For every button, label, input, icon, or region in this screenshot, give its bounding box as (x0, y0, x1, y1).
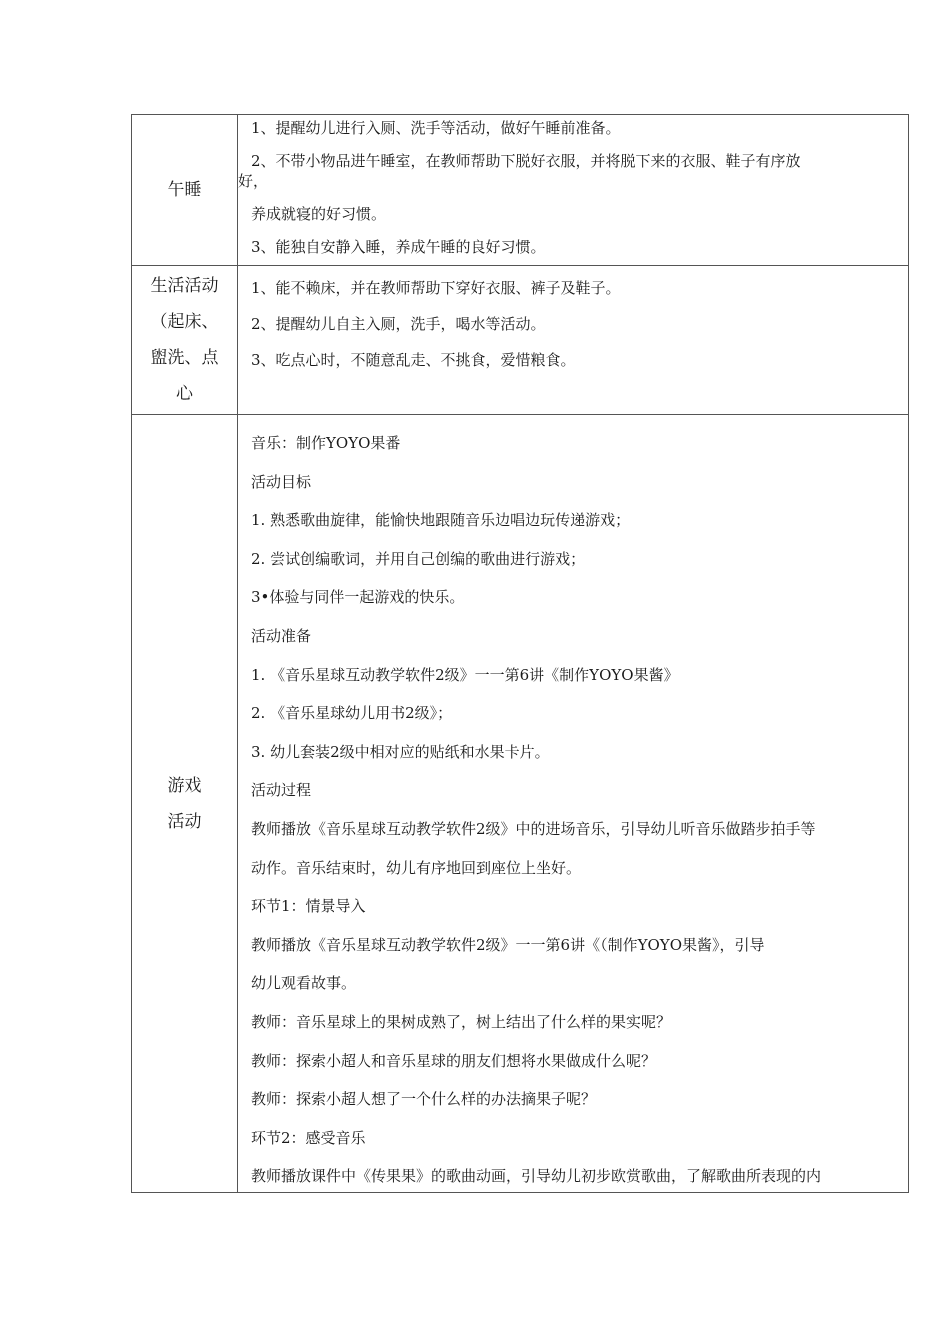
row-label-game (132, 415, 238, 1193)
label-line: 活动 (167, 811, 202, 832)
content-line: 活动准备 (251, 626, 312, 645)
content-line: 3. 幼儿套装2级中相对应的贴纸和水果卡片。 (251, 742, 550, 761)
content-line: 3、能独自安静入睡，养成午睡的良好习惯。 (251, 238, 546, 256)
content-line: 1、能不赖床，并在教师帮助下穿好衣服、裤子及鞋子。 (251, 279, 621, 297)
content-line: 教师播放《音乐星球互动教学软件2级》中的进场音乐，引导幼儿听音乐做踏步拍手等 (251, 819, 816, 838)
content-line: 1. 《音乐星球互动教学软件2级》一一第6讲《制作YOYO果酱》 (251, 665, 679, 684)
content-line: 养成就寝的好习惯。 (251, 205, 387, 223)
content-line: 动作。音乐结束时，幼儿有序地回到座位上坐好。 (251, 858, 582, 877)
content-line: 1. 熟悉歌曲旋律，能愉快地跟随音乐边唱边玩传递游戏； (251, 511, 631, 530)
content-line: 教师播放《音乐星球互动教学软件2级》一一第6讲《（制作YOYO果酱》，引导 (251, 935, 765, 954)
content-line: 环节1：情景导入 (251, 897, 366, 916)
row-content-nap (238, 115, 909, 266)
content-line: 2、不带小物品进午睡室，在教师帮助下脱好衣服，并将脱下来的衣服、鞋子有序放 (251, 152, 801, 170)
content-line: 1、提醒幼儿进行入厕、洗手等活动，做好午睡前准备。 (251, 119, 621, 137)
label-line: 心 (176, 384, 193, 404)
row-content-life (238, 266, 909, 415)
label-line: （起床、 (150, 312, 219, 332)
table-row (132, 415, 909, 1193)
table-row (132, 266, 909, 415)
content-line: 2. 尝试创编歌词，并用自己创编的歌曲进行游戏； (251, 549, 586, 568)
schedule-table (131, 114, 909, 1193)
table-row (132, 115, 909, 266)
content-line: 活动目标 (251, 472, 312, 491)
row-label-text (132, 268, 237, 412)
row-label-nap (132, 115, 238, 266)
content-line: 活动过程 (251, 781, 312, 800)
row-label-text: 午睡 (167, 180, 202, 200)
row-label-text (132, 768, 237, 840)
label-line: 游戏 (167, 775, 202, 796)
row-label-life (132, 266, 238, 415)
content-line: 教师：探索小超人想了一个什么样的办法摘果子呢？ (251, 1090, 597, 1109)
content-line: 幼儿观看故事。 (251, 974, 357, 993)
content-line: 教师：音乐星球上的果树成熟了，树上结出了什么样的果实呢？ (251, 1012, 672, 1031)
content-line: 教师：探索小超人和音乐星球的朋友们想将水果做成什么呢？ (251, 1051, 657, 1070)
content-line: 2. 《音乐星球幼儿用书2级》； (251, 704, 453, 723)
row-content-game (238, 415, 909, 1193)
content-line: 教师播放课件中《传果果》的歌曲动画，引导幼儿初步欧赏歌曲，了解歌曲所表现的内 (251, 1167, 822, 1186)
label-line: 生活活动 (150, 276, 219, 296)
label-line: 盥洗、点 (150, 348, 219, 368)
content-line: 3•体验与同伴一起游戏的快乐。 (251, 588, 465, 607)
content-line: 2、提醒幼儿自主入厕，洗手，喝水等活动。 (251, 315, 546, 333)
content-line: 环节2：感受音乐 (251, 1128, 366, 1147)
content-line: 3、吃点心时，不随意乱走、不挑食，爱惜粮食。 (251, 351, 576, 369)
content-line: 好， (238, 172, 269, 190)
content-line: 音乐：制作YOYO果番 (251, 434, 401, 452)
